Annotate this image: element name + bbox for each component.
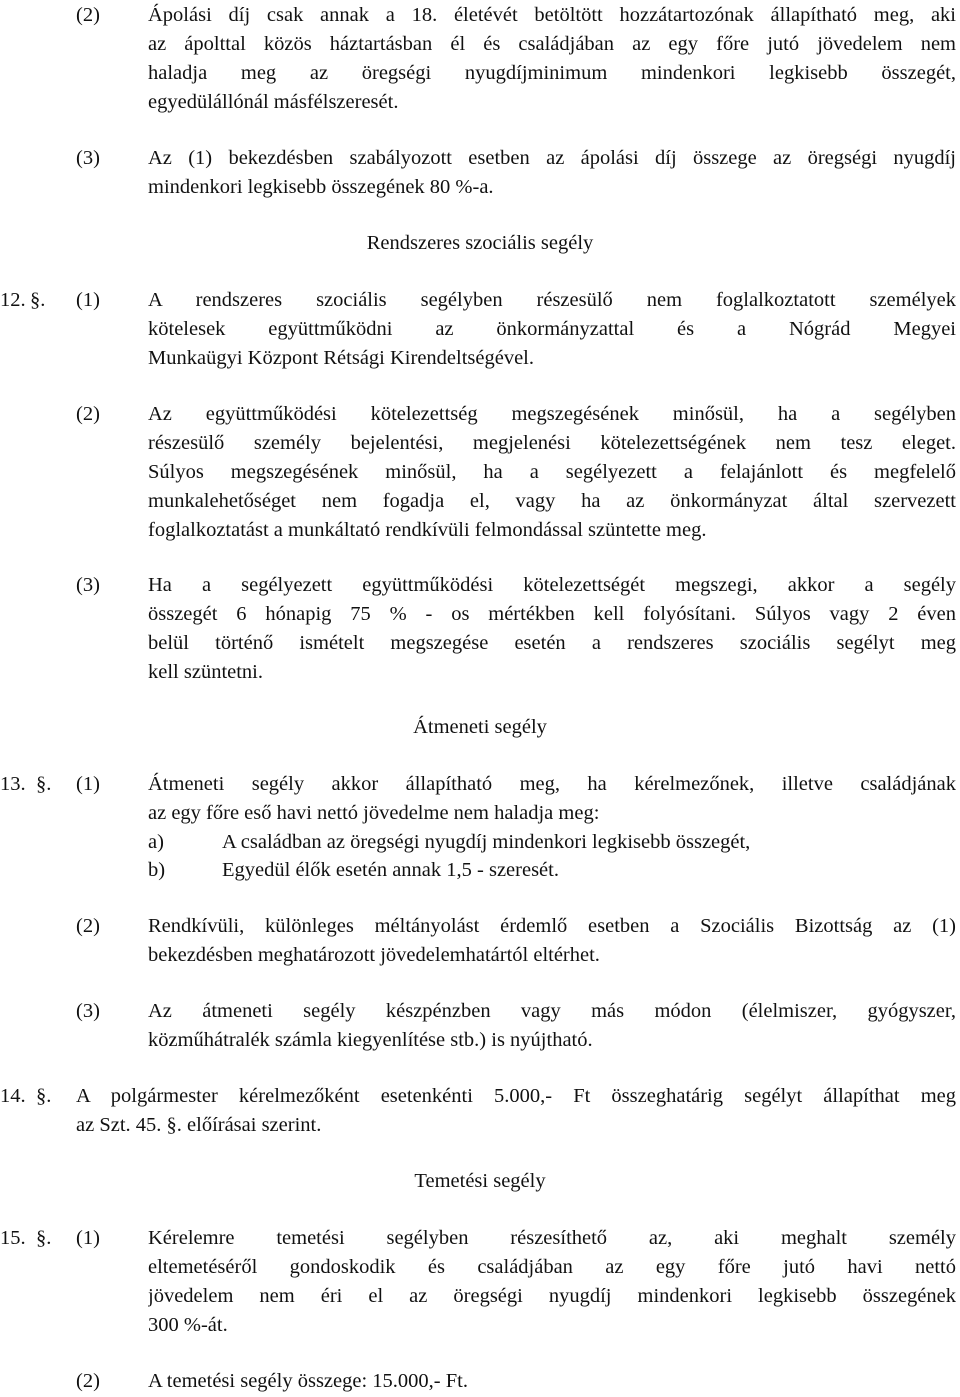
list-item-text: A családban az öregségi nyugdíj mindenkori legkisebb összegét, <box>222 831 751 853</box>
section-heading: Rendszeres szociális segély <box>366 232 594 254</box>
text-line: belül történő ismételt megszegése esetén a rendszeres szociális segélyt meg <box>148 632 956 654</box>
text-line: mindenkori legkisebb összegének 80 %-a. <box>148 176 494 198</box>
text-line: haladja meg az öregségi nyugdíjminimum mindenkori legkisebb összegét, <box>148 62 956 84</box>
text-line: foglalkoztatást a munkáltató rendkívüli felmondással szüntette meg. <box>148 519 707 541</box>
text-line: Az (1) bekezdésben szabályozott esetben az ápolási díj összege az öregségi nyugdíj <box>148 147 956 169</box>
paragraph-marker: (2) <box>76 1370 100 1392</box>
text-line: munkalehetőséget nem fogadja el, vagy ha az önkormányzat által szervezett <box>148 490 956 512</box>
text-line: A temetési segély összege: 15.000,- Ft. <box>148 1370 468 1392</box>
section-number: 14. <box>0 1085 26 1107</box>
list-item-marker: a) <box>148 831 164 853</box>
section-sign: §. <box>36 773 52 795</box>
text-line: Kérelemre temetési segélyben részesíthető az, aki meghalt személy <box>148 1227 956 1249</box>
text-line: Ha a segélyezett együttműködési kötelezettségét megszegi, akkor a segély <box>148 574 956 596</box>
text-line: kell szüntetni. <box>148 661 264 683</box>
section-number: 12. <box>0 289 26 311</box>
text-line: részesülő személy bejelentési, megjelenési kötelezettségének nem tesz eleget. <box>148 432 956 454</box>
text-line: Az átmeneti segély készpénzben vagy más módon (élelmiszer, gyógyszer, <box>148 1000 956 1022</box>
text-line: Ápolási díj csak annak a 18. életévét betöltött hozzátartozónak állapítható meg, aki <box>148 4 956 26</box>
paragraph-marker: (3) <box>76 1000 100 1022</box>
text-line: az ápolttal közös háztartásban él és családjában az egy főre jutó jövedelem nem <box>148 33 956 55</box>
text-line: az Szt. 45. §. előírásai szerint. <box>76 1114 322 1136</box>
list-item-marker: b) <box>148 859 166 881</box>
text-line: bekezdésben meghatározott jövedelemhatártól eltérhet. <box>148 944 600 966</box>
text-line: egyedülállónál másfélszeresét. <box>148 91 399 113</box>
text-line: Az együttműködési kötelezettség megszegésének minősül, ha a segélyben <box>148 403 956 425</box>
section-sign: §. <box>36 1227 52 1249</box>
text-line: az egy főre eső havi nettó jövedelme nem haladja meg: <box>148 802 600 824</box>
text-line: eltemetéséről gondoskodik és családjában az egy főre jutó havi nettó <box>148 1256 956 1278</box>
text-line: 300 %-át. <box>148 1314 228 1336</box>
text-line: jövedelem nem éri el az öregségi nyugdíj mindenkori legkisebb összegének <box>148 1285 956 1307</box>
text-line: Rendkívüli, különleges méltányolást érdemlő esetben a Szociális Bizottság az (1) <box>148 915 956 937</box>
paragraph-marker: (1) <box>76 773 100 795</box>
section-number: 13. <box>0 773 26 795</box>
paragraph-marker: (1) <box>76 289 100 311</box>
text-line: kötelesek együttműködni az önkormányzattal és a Nógrád Megyei <box>148 318 956 340</box>
paragraph-marker: (3) <box>76 147 100 169</box>
text-line: Átmeneti segély akkor állapítható meg, ha kérelmezőnek, illetve családjának <box>148 773 956 795</box>
list-item-text: Egyedül élők esetén annak 1,5 - szeresét. <box>222 859 559 881</box>
paragraph-marker: (2) <box>76 403 100 425</box>
paragraph-marker: (2) <box>76 915 100 937</box>
text-line: Súlyos megszegésének minősül, ha a segélyezett a felajánlott és megfelelő <box>148 461 956 483</box>
section-heading: Átmeneti segély <box>413 716 547 738</box>
text-line: Munkaügyi Központ Rétsági Kirendeltségével. <box>148 347 534 369</box>
section-number: 15. <box>0 1227 26 1249</box>
text-line: A polgármester kérelmezőként esetenkénti 5.000,- Ft összeghatárig segélyt állapíthat meg <box>76 1085 956 1107</box>
paragraph-marker: (3) <box>76 574 100 596</box>
paragraph-marker: (2) <box>76 4 100 26</box>
section-heading: Temetési segély <box>414 1170 546 1192</box>
text-line: közműhátralék számla kiegyenlítése stb.) is nyújtható. <box>148 1029 593 1051</box>
text-line: összegét 6 hónapig 75 % - os mértékben kell folyósítani. Súlyos vagy 2 éven <box>148 603 956 625</box>
text-line: A rendszeres szociális segélyben részesülő nem foglalkoztatott személyek <box>148 289 956 311</box>
section-sign: §. <box>30 289 46 311</box>
section-sign: §. <box>36 1085 52 1107</box>
paragraph-marker: (1) <box>76 1227 100 1249</box>
